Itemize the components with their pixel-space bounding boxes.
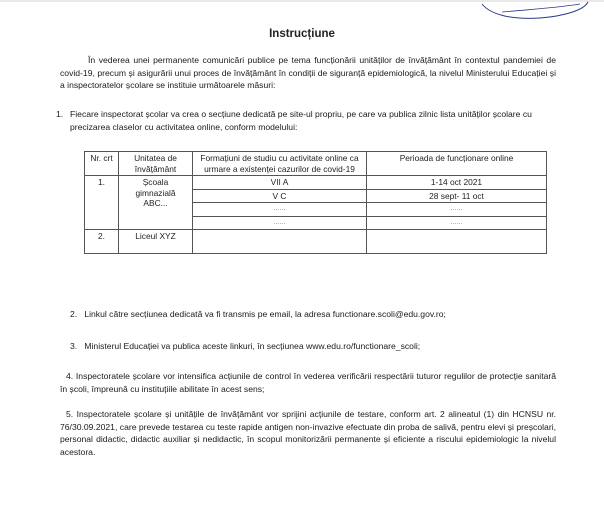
cell-period: ......	[367, 216, 547, 230]
cell-period: 1-14 oct 2021	[367, 176, 547, 190]
list-item-2	[70, 308, 566, 321]
cell-class	[193, 242, 367, 254]
model-table	[84, 151, 547, 254]
list-item-4: 4. Inspectoratele școlare vor intensifica acțiunile de control în vederea verificării respectării tuturor regulilor de protecție sanitară în școli, împreună cu instituțiile abilitate în acest sens;	[60, 371, 556, 394]
list-item-5: 5. Inspectoratele școlare și unitățile de învățământ vor sprijini acțiunile de testare, conform art. 2 alineatul (1) din HCNSU nr. 76/30.09.2021, care prevede testarea cu teste rapide antigen non-invazive efectuate din proba de salivă, pentru elevi și preșcolari, personal didactic, didactic auxiliar și nedidactic, în scopul monitorizării permanente și eficiente a riscului epidemiologic la nivelul acestora.	[60, 409, 556, 457]
cell-class: ......	[193, 203, 367, 217]
handwritten-mark	[480, 0, 590, 22]
header-unit: Unitatea de învățământ	[119, 152, 193, 176]
item-punct: ;	[417, 341, 421, 351]
cell-class: ......	[193, 216, 367, 230]
cell-class: VII A	[193, 176, 367, 190]
cell-period	[367, 230, 547, 243]
header-classes: Formațiuni de studiu cu activitate online ca urmare a existenței cazurilor de covid-19	[193, 152, 367, 176]
intro-paragraph: În vederea unei permanente comunicări publice pe tema funcționării unităților de învățământ în contextul pandemiei de covid-19, precum și asigurării unui proces de învățământ în condiții de siguranță epidemiologică, la nivelul Ministerului Educației și a inspectoratelor școlare se instituie următoarele măsuri:	[60, 55, 556, 90]
list-item-3	[70, 340, 566, 353]
item-number: 1.	[56, 109, 64, 119]
item-text: Fiecare inspectorat școlar va crea o secțiune dedicată pe site-ul propriu, pe care va publica zilnic lista unităților școlare cu precizarea claselor cu activitatea online, conform modelului:	[70, 109, 532, 132]
cell-period	[367, 242, 547, 254]
item-punct: ;	[443, 309, 446, 319]
url-link[interactable]: www.edu.ro/functionare_scoli	[306, 341, 418, 351]
cell-nr: 2.	[85, 230, 119, 254]
item-number: 2.	[70, 309, 78, 319]
cell-period: ......	[367, 203, 547, 217]
item-text: Linkul către secțiunea dedicată va fi transmis pe email, la adresa	[84, 309, 331, 319]
email-link[interactable]: functionare.scoli@edu.gov.ro	[332, 309, 444, 319]
page-title: Instrucțiune	[269, 28, 335, 40]
cell-nr: 1.	[85, 176, 119, 230]
cell-class: V C	[193, 189, 367, 203]
item-text: Ministerul Educației va publica aceste linkuri, în secțiunea	[84, 341, 304, 351]
cell-class	[193, 230, 367, 243]
table-row	[85, 230, 547, 243]
item-number: 3.	[70, 341, 78, 351]
header-nr: Nr. crt	[85, 152, 119, 176]
header-period: Perioada de funcționare online	[367, 152, 547, 176]
cell-period: 28 sept- 11 oct	[367, 189, 547, 203]
table-header-row	[85, 152, 547, 176]
cell-unit: Liceul XYZ	[119, 230, 193, 254]
cell-unit: Școala gimnazială ABC...	[119, 176, 193, 230]
table-row	[85, 176, 547, 190]
